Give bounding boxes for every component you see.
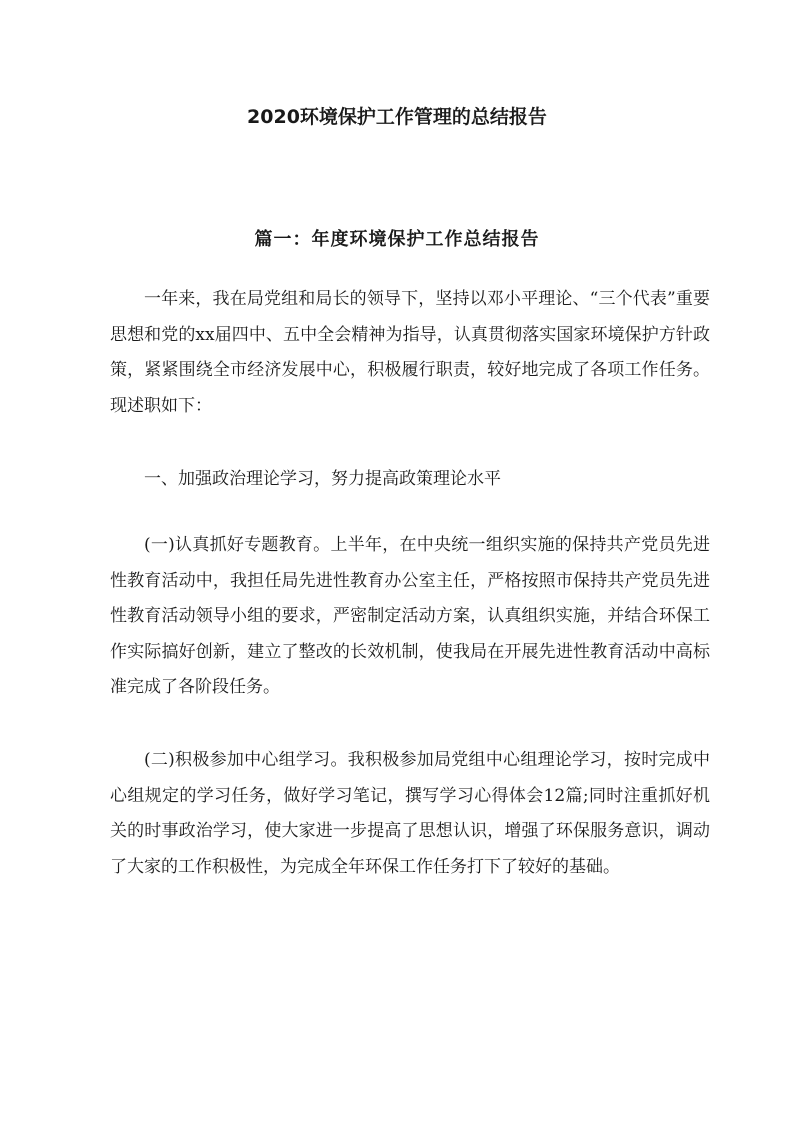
section-title: 篇一：年度环境保护工作总结报告: [254, 229, 540, 250]
paragraph-item-2: (二)积极参加中心组学习。我积极参加局党组中心组理论学习，按时完成中心组规定的学习任务，做好学习笔记，撰写学习心得体会12篇;同时注重抓好机关的时事政治学习，使大家进一步提高了思想认识，增强了环保服务意识，调动了大家的工作积极性，为完成全年环保工作任务打下了较好的基础。: [110, 750, 710, 877]
paragraph-heading-1: 一、加强政治理论学习，努力提高政策理论水平: [144, 469, 501, 489]
document-title: 2020环境保护工作管理的总结报告: [247, 106, 547, 128]
paragraph-intro: 一年来，我在局党组和局长的领导下，坚持以邓小平理论、“三个代表”重要思想和党的xx届四中、五中全会精神为指导，认真贯彻落实国家环境保护方针政策，紧紧围绕全市经济发展中心，积极履行职责，较好地完成了各项工作任务。现述职如下：: [110, 289, 710, 416]
paragraph-item-1: (一)认真抓好专题教育。上半年，在中央统一组织实施的保持共产党员先进性教育活动中，我担任局先进性教育办公室主任，严格按照市保持共产党员先进性教育活动领导小组的要求，严密制定活动方案，认真组织实施，并结合环保工作实际搞好创新，建立了整改的长效机制，使我局在开展先进性教育活动中高标准完成了各阶段任务。: [110, 535, 710, 697]
